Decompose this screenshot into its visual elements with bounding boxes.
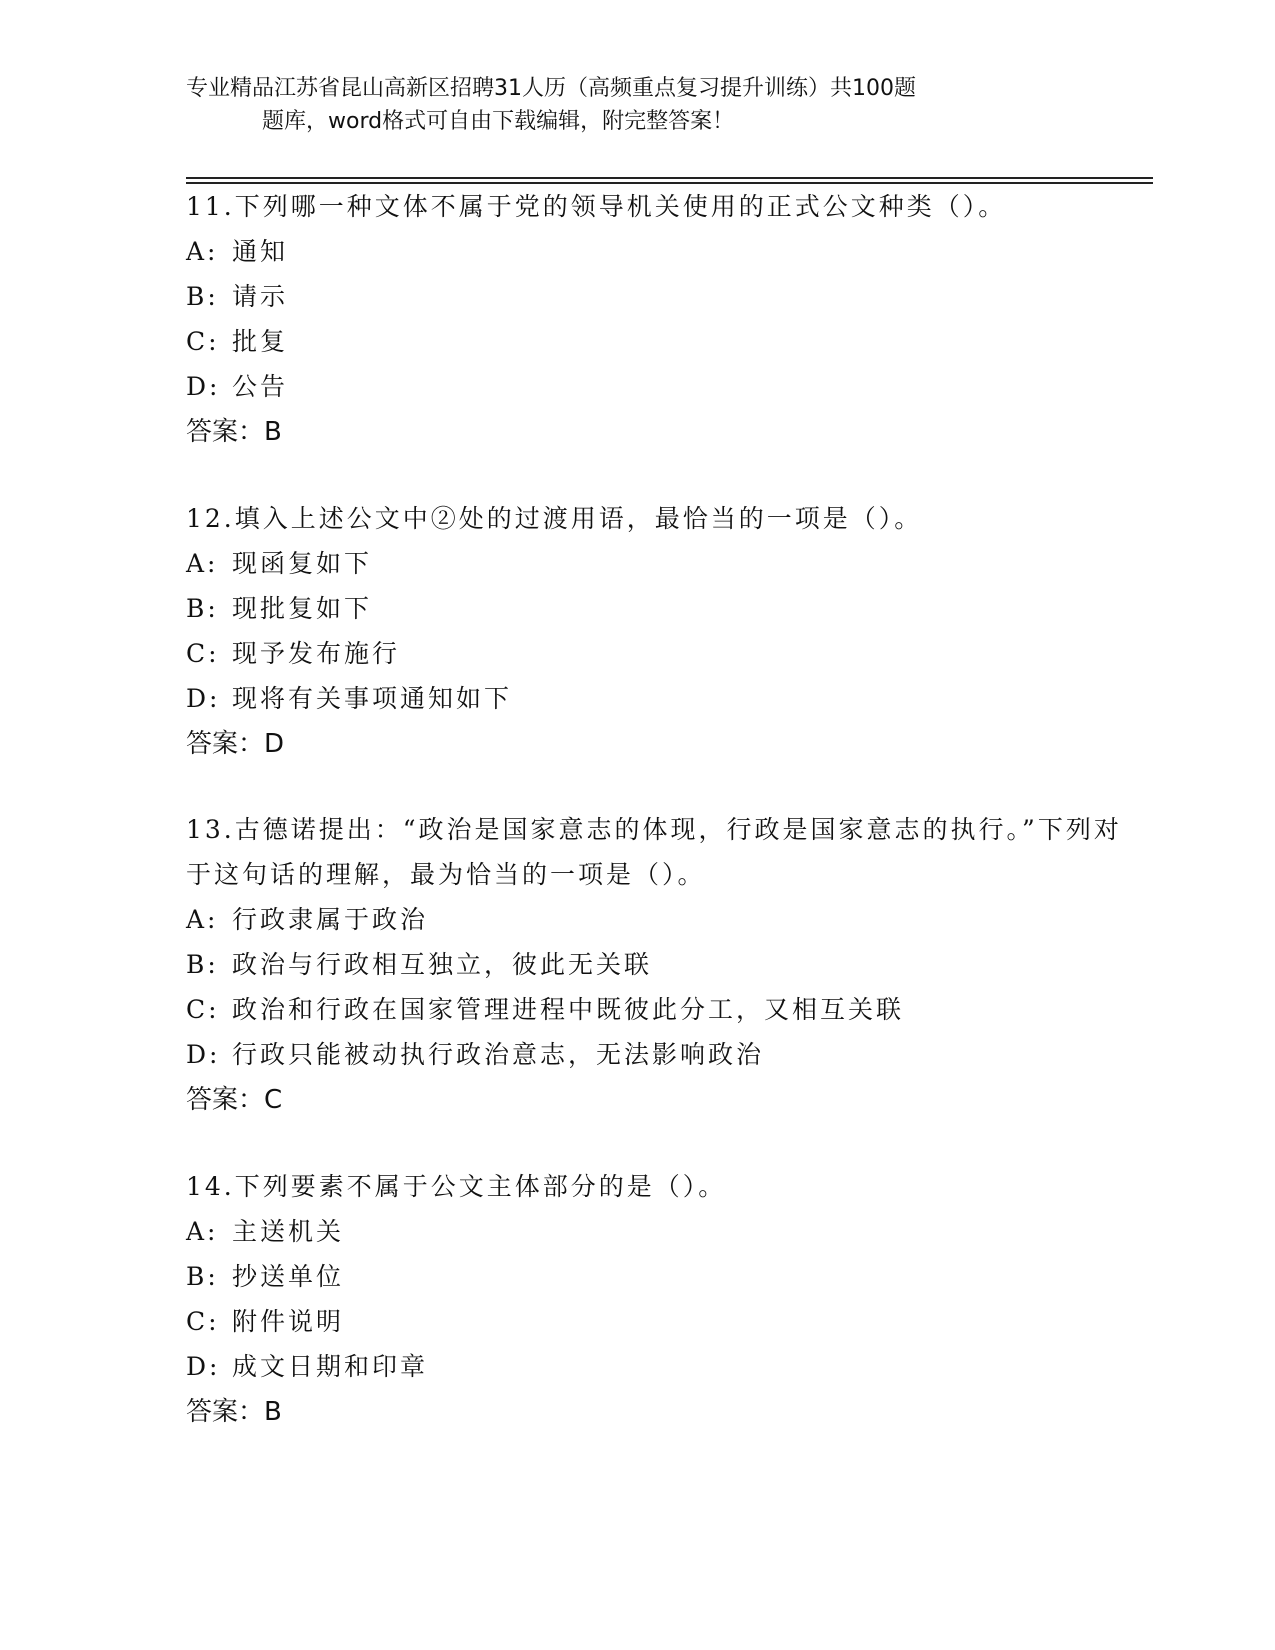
option-key: A:	[186, 549, 219, 578]
option-key: D:	[186, 1352, 221, 1381]
option-text: 公告	[232, 372, 289, 401]
option-text: 现函复如下	[232, 549, 373, 578]
answer-line: 答案：B	[186, 417, 282, 447]
option-d	[186, 676, 1146, 721]
option-key: B:	[186, 594, 219, 623]
option-key: C:	[186, 327, 220, 356]
question-stem: 13.古德诺提出：“政治是国家意志的体现，行政是国家意志的执行。”下列对于这句话的理解，最为恰当的一项是（）。	[186, 815, 1122, 889]
option-a	[186, 897, 1146, 942]
option-a	[186, 541, 1146, 586]
option-text: 成文日期和印章	[232, 1352, 429, 1381]
question-stem: 14.下列要素不属于公文主体部分的是（）。	[186, 1172, 727, 1201]
option-text: 主送机关	[232, 1217, 345, 1246]
option-d	[186, 1032, 1146, 1077]
option-b	[186, 1254, 1146, 1299]
option-text: 附件说明	[232, 1307, 345, 1336]
option-c	[186, 1299, 1146, 1344]
answer-line: 答案：D	[186, 729, 285, 759]
option-text: 批复	[232, 327, 289, 356]
option-key: B:	[186, 950, 219, 979]
option-text: 请示	[232, 282, 289, 311]
option-key: B:	[186, 1262, 219, 1291]
answer-line: 答案：C	[186, 1085, 283, 1115]
option-c	[186, 631, 1146, 676]
option-key: D:	[186, 684, 221, 713]
option-c	[186, 987, 1146, 1032]
option-key: C:	[186, 639, 220, 668]
option-text: 现将有关事项通知如下	[232, 684, 513, 713]
option-d	[186, 1344, 1146, 1389]
question-stem: 12.填入上述公文中②处的过渡用语，最恰当的一项是（）。	[186, 504, 923, 533]
option-b	[186, 942, 1146, 987]
option-b	[186, 586, 1146, 631]
question-12	[186, 496, 1146, 767]
option-text: 政治和行政在国家管理进程中既彼此分工，又相互关联	[232, 995, 905, 1024]
option-a	[186, 229, 1146, 274]
question-stem: 11.下列哪一种文体不属于党的领导机关使用的正式公文种类（）。	[186, 192, 1007, 221]
option-key: B:	[186, 282, 219, 311]
option-b	[186, 274, 1146, 319]
option-key: A:	[186, 905, 219, 934]
question-11	[186, 184, 1146, 455]
option-text: 行政只能被动执行政治意志，无法影响政治	[232, 1040, 765, 1069]
option-text: 行政隶属于政治	[232, 905, 429, 934]
option-text: 抄送单位	[232, 1262, 345, 1291]
option-d	[186, 364, 1146, 409]
option-key: C:	[186, 1307, 220, 1336]
option-key: D:	[186, 1040, 221, 1069]
header-title-line-2: 题库，word格式可自由下载编辑，附完整答案！	[262, 109, 735, 134]
option-a	[186, 1209, 1146, 1254]
option-text: 政治与行政相互独立，彼此无关联	[232, 950, 653, 979]
option-text: 现予发布施行	[232, 639, 401, 668]
option-key: D:	[186, 372, 221, 401]
option-key: C:	[186, 995, 220, 1024]
question-14	[186, 1164, 1146, 1435]
header-title-line-1: 专业精品江苏省昆山高新区招聘31人历（高频重点复习提升训练）共100题	[186, 76, 916, 101]
option-text: 现批复如下	[232, 594, 373, 623]
document-header	[186, 72, 1086, 138]
option-c	[186, 319, 1146, 364]
header-divider-top	[186, 177, 1153, 179]
option-key: A:	[186, 1217, 219, 1246]
question-13	[186, 807, 1146, 1123]
option-key: A:	[186, 237, 219, 266]
answer-line: 答案：B	[186, 1397, 282, 1427]
option-text: 通知	[232, 237, 289, 266]
